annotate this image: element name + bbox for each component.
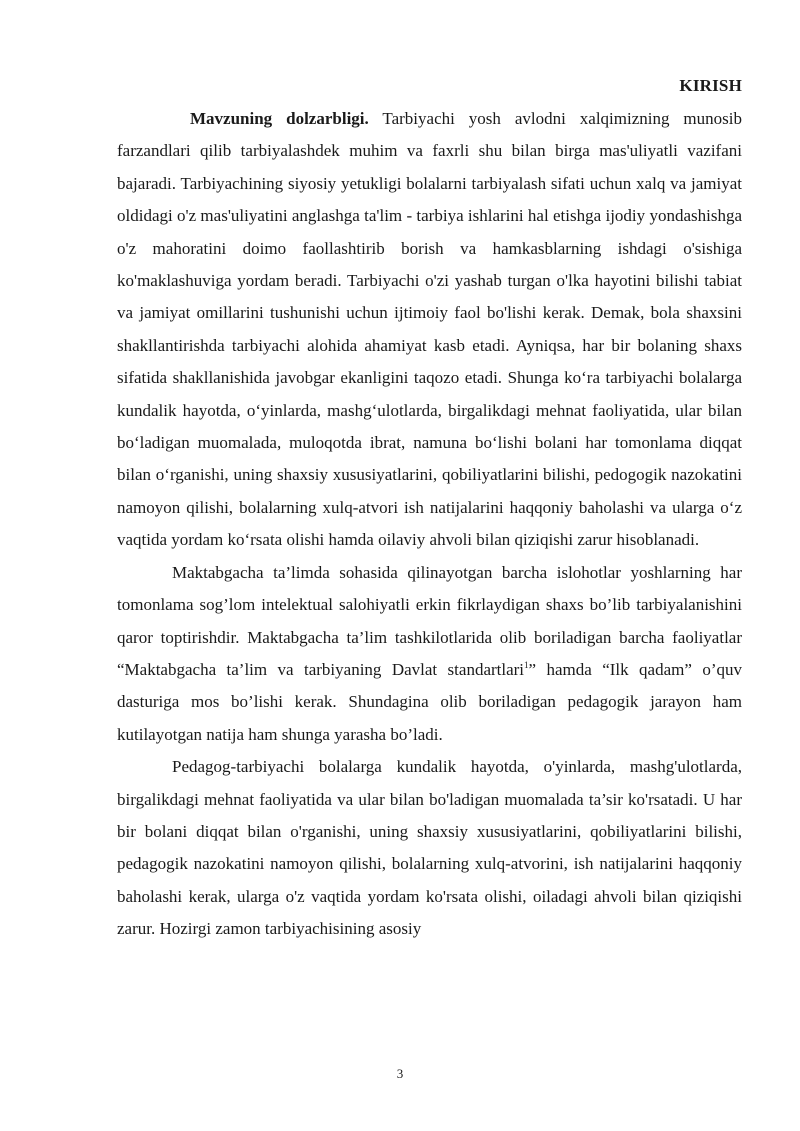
- section-heading: KIRISH: [679, 76, 742, 95]
- paragraph-text: Maktabgacha ta’limda sohasida qilinayotgan barcha islohotlar yoshlarning har tomonlama sog’lom intelektual salohiyatli erkin fikrlaydigan shaxs bo’lib tarbiyalanishini qaror toptirishdir. Maktabgacha ta’lim tashkilotlarida olib boriladigan barcha faoliyatlar “Maktabgacha ta’lim va tarbiyaning Davlat standartlari: [117, 562, 742, 679]
- footnote-marker: 1: [524, 659, 529, 670]
- paragraph-pedagog: [117, 751, 742, 945]
- paragraph-text: Tarbiyachi yosh avlodni xalqimizning munosib farzandlari qilib tarbiyalashdek muhim va faxrli shu bilan birga mas'uliyatli vazifani bajaradi. Tarbiyachining siyosiy yetukligi bolalarni tarbiyalash sifati uchun xalq va jamiyat oldidagi o'z mas'uliyatini anglashga ta'lim - tarbiya ishlarini hal etishga ijodiy yondashishga o'z mahoratini doimo faollashtirib borish va hamkasblarning ishdagi o'sishiga ko'maklashuviga yordam beradi. Tarbiyachi o'zi yashab turgan o'lka hayotini bilishi tabiat va jamiyat omillarini tushunishi uchun ijtimoiy faol bo'lishi kerak. Demak, bola shaxsini shakllantirishda tarbiyachi alohida ahamiyat kasb etadi. Ayniqsa, har bir bolaning shaxs sifatida shakllanishida javobgar ekanligini taqozo etadi. Shunga ko‘ra tarbiyachi bolalarga kundalik hayotda, o‘yinlarda, mashg‘ulotlarda, birgalikdagi mehnat faoliyatida, ular bilan bo‘ladigan muomalada, muloqotda ibrat, namuna bo‘lishi bolani har tomonlama diqqat bilan o‘rganishi, uning shaxsiy xususiyatlarini, qobiliyatlarini bilishi, pedogogik nazokatini namoyon qilishi, bolalarning xulq-atvori ish natijalarini haqqoniy baholashi va ularga o‘z vaqtida yordam ko‘rsata olishi hamda oilaviy ahvoli bilan qiziqishi zarur hisoblanadi.: [117, 109, 742, 550]
- body-text: [117, 103, 742, 946]
- paragraph-relevance: [117, 103, 742, 557]
- paragraph-preschool-reforms: [117, 557, 742, 751]
- page-number: 3: [396, 1066, 404, 1081]
- paragraph-lead: Mavzuning dolzarbligi.: [190, 109, 369, 128]
- paragraph-text: ” hamda “Ilk qadam” o’quv dasturiga mos bo’lishi kerak. Shundagina olib boriladigan pedagogik jarayon ham kutilayotgan natija ham shunga yarasha bo’ladi.: [117, 659, 742, 744]
- paragraph-text: Pedagog-tarbiyachi bolalarga kundalik hayotda, o'yinlarda, mashg'ulotlarda, birgalikdagi mehnat faoliyatida va ular bilan bo'ladigan muomalada ta’sir ko'rsatadi. U har bir bolani diqqat bilan o'rganishi, uning shaxsiy xususiyatlarini, qobiliyatlarini bilishi, pedagogik nazokatini namoyon qilishi, bolalarning xulq-atvorini, ish natijalarini haqqoniy baholashi kerak, ularga o'z vaqtida yordam ko'rsata olishi, oiladagi ahvoli bilan qiziqishi zarur. Hozirgi zamon tarbiyachisining asosiy: [117, 757, 742, 939]
